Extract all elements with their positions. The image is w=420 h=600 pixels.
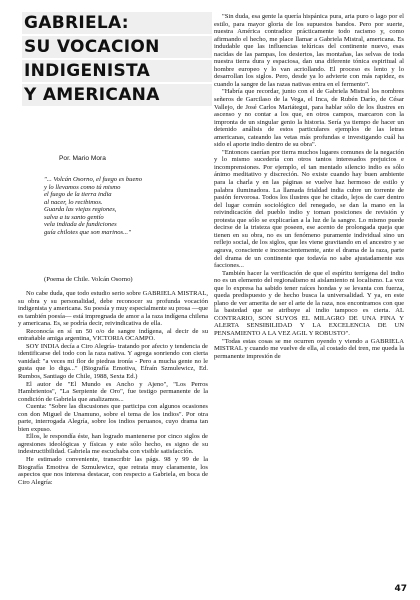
poem-line: al nacer, lo recibimos. (44, 198, 103, 206)
left-column (18, 290, 208, 486)
title-line: SU VOCACION (22, 36, 212, 58)
poem-line: guía chilotes que son marinos..." (44, 228, 131, 236)
paragraph: He estimado conveniente, transcribir las págs. 98 y 99 de la Biografía Emotiva de Szmulewicz, que retrata muy claramente, los aspectos que nos interesa destacar, con respecto a Gabriela, en boca de Ciro Alegría: (18, 456, 208, 486)
paragraph: Reconocía en sí un 50 o/o de sangre indígena, al decir de su entrañable amiga argentina, VICTORIA OCAMPO. (18, 327, 208, 343)
paragraph: "Sin duda, esa gente la quería hispánica pura, aria puro o lago por el estilo, para mayor gloria de los supuestos bandos. Pero por suerte, nuestra América contradice prácticamente todo racismo y, como afirmando el hecho, me place llamar a Gabriela Mistral, americana. Es indudable que las influencias telúricas del continente nuevo, esas nacidas de las pampas, los desiertos, las montañas, las selvas de toda nuestra tierra dura y espaciosa, dan una diferente tónica espiritual al hombre europeo y lo van acriollando. El proceso es lento y lo desarrollan los siglos. Pero, desde ya lo advierte con más rapidez, es cuando la sangre de las razas nativas entra en el fermento". (214, 13, 404, 88)
poem-line: "... Volcán Osorno, el fuego es bueno (44, 176, 142, 183)
poem-line: salva a tu santo gentío (44, 213, 104, 221)
article-title (22, 12, 212, 108)
right-column (214, 13, 404, 360)
page-number: 47 (394, 584, 407, 594)
paragraph: "Todas estas cosas se me ocurren oyendo y viendo a GABRIELA MISTRAL y cuando me vuelve de ella, al costado del tren, me queda la permanente impresión de (214, 337, 404, 360)
poem-line: el fuego de la tierra india (44, 191, 112, 199)
title-line: Y AMERICANA (22, 84, 212, 106)
paragraph: Ellos, le respondía éste, han logrado mantenerse por cinco siglos de agresiones ideológicas y físicas y este sólo hecho, es signo de su indestructibilidad. Gabriela me escuchaba con visible satisfacción. (18, 433, 208, 456)
paragraph: Cuenta: "Sobre las discusiones que participa con algunos ocasiones con don Miguel de Unamuno, sobre el tema de los indios". Por otra parte, interrogada Alegría, sobre los indios peruanos, cuyo drama tan bien expuso. (18, 403, 208, 433)
author-byline: Por. Mario Mora (59, 155, 106, 162)
paragraph: "Habría que recordar, junto con el de Gabriela Mistral los nombres señeros de Garcilaso de la Vega, el Inca, de Rubén Darío, de César Vallejo, de José Carlos Mariátegui, para hablar sólo de los ilustres en ascenso y no contar a los que, en otros campos, marcaron con la impronta de un singular genio la historia. Sería ya tiempo de hacer un detenido análisis de estos particulares ejemplos de las letras americanas, cateando las vetas más profundas e investigando cuál ha sido el aporte indio dentro de su obra". (214, 88, 404, 149)
paragraph: No cabe duda, que todo estudio serio sobre GABRIELA MISTRAL, su obra y su personalidad, debe reconocer su profunda vocación indigenista y americana. Su poesía y muy especialmente su prosa —que es también poesía— está impregnada de amor a la raza indígena chilena y americana. Es, se podría decir, reivindicativa de ella. (18, 290, 208, 328)
poem-source: (Poema de Chile. Volcán Osorno) (44, 276, 133, 283)
paragraph: El autor de "El Mundo es Ancho y Ajeno", "Los Perros Hambrientos", "La Serpiente de Oro", fue testigo permanente de la condición de Gabriela que analizamos... (18, 380, 208, 403)
epigraph-poem (44, 176, 210, 236)
paragraph: También hacer la verificación de que el espíritu terrígena del indio no es un elemento del regionalismo ni aislamiento ni localismo. La voz que lo expresa ha sabido tener raíces hondas y se levanta con fuerza, queda predispuesto y de hecho busca la universalidad. Y ya, en este plano de ver amerita de ser el arte de la raza, nos encontramos con que la bastedad que se atribuye al indio tampoco es cierta. AL CONTRARIO, SON SUYOS EL MILAGRO DE UNA FINA Y ALERTA SENSIBILIDAD Y LA EXCELENCIA DE UN PENSAMIENTO A LA VEZ AGIL Y ROBUSTO". (214, 269, 404, 337)
poem-line: y lo llevamos como tú mismo (44, 183, 121, 191)
paragraph: SOY INDIA decía a Ciro Alegría- tratando por afecto y tendencia de identificarse del todo con la raza nativa. Y agrega sonriendo con cierta vanidad: "a veces mi flor de piedras ironía - Pero a mucha gente no le gusta que lo diga..." (Biografía Emotiva, Efraín Szmulewicz, Ed. Rumbos, Santiago de Chile, 1988, Sexta Ed.) (18, 342, 208, 381)
poem-line: Guarda las viejas regiones, (44, 206, 117, 214)
poem-line: vela indiada de fundiciones (44, 221, 117, 229)
title-line: INDIGENISTA (22, 60, 212, 82)
title-line: GABRIELA: (22, 12, 212, 34)
paragraph: "Entonces caerían por tierra muchos lugares comunes de la negación y lo mismo sucedería con otros tantos interesados prejuicios e incomprensiones. Por ejemplo, el tan mentado silencio indio es sólo ánimo meditativo y discreción. No existe cuando hay buen ambiente para la charla y en las páginas se vuelve haz hermoso de estilo y palabra iluminadora. La llamada frialdad india cubre un torrente de pasión fervorosa. Todos los ilustres que he citado, lejos de caer dentro del lugar común sociológico del renegado, se dan la mano en la reivindicación del pueblo indio y toman posiciones de revisión y protesta que sólo se explicarían a la luz de la sangre. Lo mismo puede decirse de la tristeza que poseen, ese acento de prolongada queja que tienen en su obra, no es un fenómeno puramente individual sino un reflejo social, de los siglos, que les viene gravitando en el ancestro y se agrava, consciente e inconscientemente, ante el drama de la raza, parte del drama de un continente que todavía no sabe ajustadamente sus facciones... (214, 148, 404, 270)
